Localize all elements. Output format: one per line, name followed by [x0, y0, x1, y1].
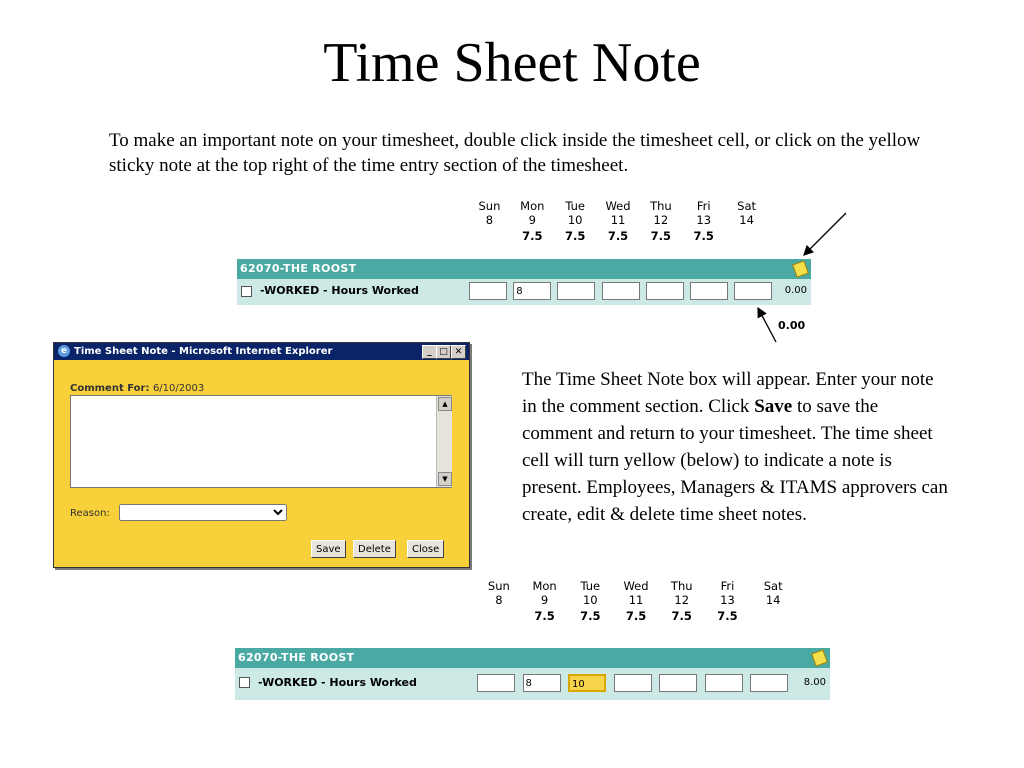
page-title: Time Sheet Note	[323, 32, 701, 94]
hours-cell-sun[interactable]	[477, 674, 515, 692]
day-name: Tue	[565, 199, 585, 213]
hours-cell-mon[interactable]: 8	[523, 674, 561, 692]
time-entry-row	[237, 279, 811, 305]
day-hours: 7.5	[671, 609, 692, 623]
hours-cell-fri[interactable]	[705, 674, 743, 692]
hours-cell-thu[interactable]	[646, 282, 684, 300]
day-col-mon	[511, 199, 554, 243]
explanation-text	[522, 366, 952, 528]
row-total: 0.00	[784, 285, 807, 296]
hours-cell-sun[interactable]	[469, 282, 507, 300]
arrow-to-note	[804, 213, 846, 255]
day-date: 12	[653, 213, 669, 227]
day-col-tue	[567, 579, 613, 623]
day-name: Fri	[720, 579, 735, 593]
reason-select[interactable]	[119, 504, 287, 521]
day-name: Wed	[623, 579, 649, 593]
sticky-note-icon[interactable]	[811, 649, 828, 667]
close-icon[interactable]: ✕	[451, 345, 466, 359]
arrow-to-total	[758, 308, 776, 342]
ie-icon: e	[58, 345, 70, 357]
hours-cell-mon[interactable]: 8	[513, 282, 551, 300]
day-header-bottom	[476, 579, 796, 623]
day-date: 13	[696, 213, 712, 227]
project-bar	[235, 648, 830, 668]
intro-text: To make an important note on your timesheet, double click inside the timesheet cell, or click on the yellow sticky note at the top right of the time entry section of the timesheet.	[109, 130, 921, 176]
reason-label: Reason:	[70, 508, 110, 519]
day-hours: 7.5	[580, 609, 601, 623]
day-name: Sun	[487, 579, 510, 593]
day-date: 10	[582, 593, 598, 607]
day-date: 14	[765, 593, 781, 607]
day-name: Sat	[737, 199, 757, 213]
day-date: 11	[628, 593, 644, 607]
day-date: 8	[495, 593, 503, 607]
save-button[interactable]: Save	[311, 540, 346, 558]
day-col-sat	[750, 579, 796, 623]
day-col-wed	[597, 199, 640, 243]
day-name: Thu	[670, 579, 693, 593]
day-col-fri	[705, 579, 751, 623]
row-checkbox[interactable]	[241, 286, 252, 297]
day-col-fri	[682, 199, 725, 243]
timesheet-bottom	[235, 648, 830, 700]
hours-cell-tue[interactable]: 10	[568, 674, 606, 692]
day-date: 13	[720, 593, 735, 607]
maximize-icon[interactable]: □	[436, 345, 451, 359]
day-hours: 7.5	[522, 229, 543, 243]
day-hours: 7.5	[607, 229, 629, 243]
day-hours: 7.5	[564, 229, 586, 243]
row-label: -WORKED - Hours Worked	[260, 284, 419, 297]
comment-scrollbar[interactable]	[436, 396, 452, 487]
time-sheet-note-dialog	[53, 342, 470, 568]
delete-button[interactable]: Delete	[353, 540, 396, 558]
comment-for	[70, 383, 204, 394]
arrows	[740, 205, 860, 345]
day-date: 12	[674, 593, 690, 607]
hours-cell-thu[interactable]	[659, 674, 697, 692]
hours-cell-tue[interactable]	[557, 282, 595, 300]
project-name: 62070-THE ROOST	[238, 651, 355, 664]
day-date: 14	[739, 213, 754, 227]
hours-cell-fri[interactable]	[690, 282, 728, 300]
project-name: 62070-THE ROOST	[240, 262, 357, 275]
time-entry-row	[235, 668, 830, 700]
day-col-wed	[613, 579, 659, 623]
hours-cell-wed[interactable]	[614, 674, 652, 692]
day-header-top	[468, 199, 768, 243]
grand-total: 0.00	[778, 319, 806, 332]
close-button[interactable]: Close	[407, 540, 444, 558]
comment-date: 6/10/2003	[152, 383, 205, 394]
day-col-mon	[522, 579, 568, 623]
row-total: 8.00	[803, 677, 826, 688]
dialog-title: Time Sheet Note - Microsoft Internet Explorer	[74, 346, 333, 357]
day-date: 9	[528, 213, 536, 227]
day-name: Sat	[763, 579, 783, 593]
day-col-sun	[476, 579, 522, 623]
day-col-thu	[659, 579, 705, 623]
hours-cell-sat[interactable]	[750, 674, 788, 692]
day-name: Mon	[520, 199, 545, 213]
day-date: 11	[610, 213, 626, 227]
day-name: Tue	[580, 579, 601, 593]
day-hours: 7.5	[693, 229, 714, 243]
day-date: 9	[540, 593, 549, 607]
explain-part-2: to save the comment and return to your timesheet. The time sheet cell will turn yellow (below) to indicate a note is present. Employees, Managers & ITAMS approvers can create, edit & delete time sheet notes.	[522, 396, 948, 525]
day-col-sun	[468, 199, 511, 243]
day-name: Mon	[532, 579, 557, 593]
day-name: Sun	[478, 199, 501, 213]
comment-textarea[interactable]	[70, 395, 452, 488]
scroll-up-icon[interactable]: ▲	[438, 397, 452, 411]
day-date: 10	[567, 213, 583, 227]
day-col-thu	[639, 199, 682, 243]
minimize-icon[interactable]: _	[422, 345, 437, 359]
row-label: -WORKED - Hours Worked	[258, 676, 417, 689]
day-col-tue	[554, 199, 597, 243]
day-hours: 7.5	[650, 229, 672, 243]
explain-part-1: The Time Sheet Note box will appear. Enter your note in the comment section. Click	[522, 369, 934, 417]
explain-save-bold: Save	[754, 396, 793, 417]
day-date: 8	[485, 213, 494, 227]
hours-cell-wed[interactable]	[602, 282, 640, 300]
row-checkbox[interactable]	[239, 677, 250, 688]
day-hours: 7.5	[625, 609, 647, 623]
scroll-down-icon[interactable]: ▼	[438, 472, 452, 486]
timesheet-top	[237, 259, 811, 305]
project-bar	[237, 259, 811, 279]
day-name: Thu	[650, 199, 672, 213]
day-hours: 7.5	[717, 609, 738, 623]
day-name: Wed	[605, 199, 631, 213]
comment-label: Comment For:	[70, 383, 150, 394]
dialog-titlebar	[54, 343, 469, 360]
day-name: Fri	[696, 199, 711, 213]
day-hours: 7.5	[534, 609, 555, 623]
